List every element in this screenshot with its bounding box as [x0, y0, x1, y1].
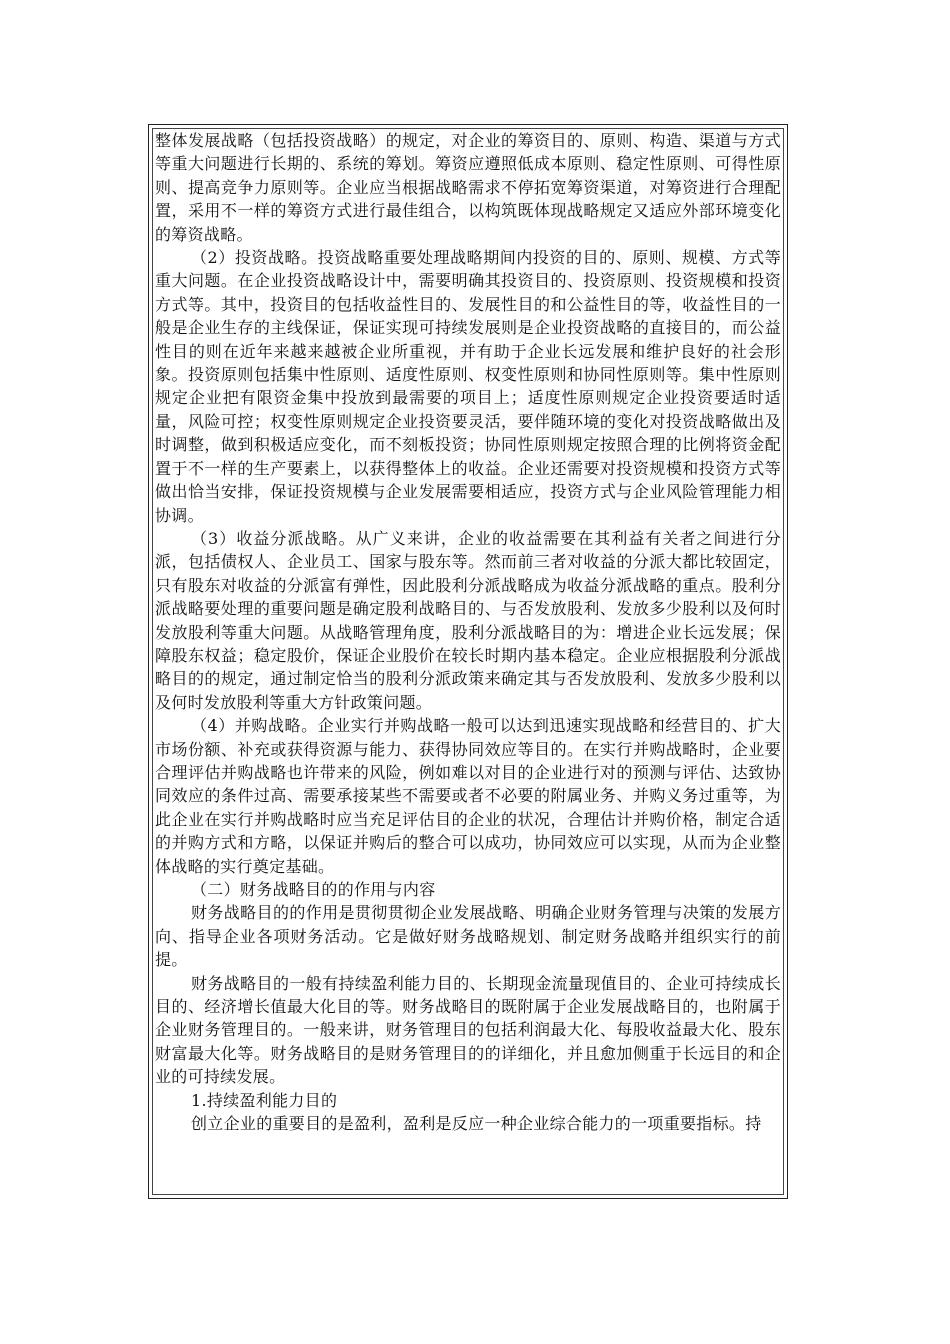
subheading-sustained-profit: 1.持续盈利能力目的	[191, 1090, 338, 1110]
paragraph-investment-strategy: （2）投资战略。投资战略重要处理战略期间内投资的目的、原则、规模、方式等重大问题。在企业投资战略设计中，需要明确其投资目的、投资原则、投资规模和投资方式等。其中，投资目的包括收益性目的、发展性目的和公益性目的等，收益性目的一般是企业生存的主线保证，保证实现可持续发展则是企业投资战略的直接目的，而公益性目的则在近年来越来越被企业所重视，并有助于企业长远发展和维护良好的社会形象。投资原则包括集中性原则、适度性原则、权变性原则和协同性原则等。集中性原则规定企业把有限资金集中投放到最需要的项目上；适度性原则规定企业投资要适时适量，风险可控；权变性原则规定企业投资要灵活，要伴随环境的变化对投资战略做出及时调整，做到积极适应变化，而不刻板投资；协同性原则规定按照合理的比例将资金配置于不一样的生产要素上，以获得整体上的收益。企业还需要对投资规模和投资方式等做出恰当安排，保证投资规模与企业发展需要相适应，投资方式与企业风险管理能力相协调。	[155, 248, 781, 525]
document-body	[153, 129, 783, 1135]
paragraph-financing-continued: 整体发展战略（包括投资战略）的规定，对企业的筹资目的、原则、构造、渠道与方式等重大问题进行长期的、系统的筹划。筹资应遵照低成本原则、稳定性原则、可得性原则、提高竞争力原则等。企业应当根据战略需求不停拓宽筹资渠道，对筹资进行合理配置，采用不一样的筹资方式进行最佳组合，以构筑既体现战略规定又适应外部环境变化的筹资战略。	[155, 131, 781, 244]
paragraph-dividend-strategy: （3）收益分派战略。从广义来讲，企业的收益需要在其利益有关者之间进行分派，包括债权人、企业员工、国家与股东等。然而前三者对收益的分派大都比较固定，只有股东对收益的分派富有弹性，因此股利分派战略成为收益分派战略的重点。股利分派战略要处理的重要问题是确定股利战略目的、与否发放股利、发放多少股利以及何时发放股利等重大问题。从战略管理角度，股利分派战略目的为：增进企业长远发展；保障股东权益；稳定股价，保证企业股价在较长时期内基本稳定。企业应根据股利分派战略目的的规定，通过制定恰当的股利分派政策来确定其与否发放股利、发放多少股利以及何时发放股利等重大方针政策问题。	[155, 528, 781, 712]
paragraph-goal-types: 财务战略目的一般有持续盈利能力目的、长期现金流量现值目的、企业可持续成长目的、经济增长值最大化目的等。财务战略目的既附属于企业发展战略目的，也附属于企业财务管理目的。一般来讲，财务管理目的包括利润最大化、每股收益最大化、股东财富最大化等。财务战略目的是财务管理目的的详细化，并且愈加侧重于长远目的和企业的可持续发展。	[155, 973, 781, 1087]
content-frame	[152, 128, 784, 1195]
section-heading-goals: （二）财务战略目的的作用与内容	[191, 880, 436, 899]
paragraph-profit-intro: 创立企业的重要目的是盈利，盈利是反应一种企业综合能力的一项重要指标。持	[191, 1114, 762, 1134]
paragraph-merger-strategy: （4）并购战略。企业实行并购战略一般可以达到迅速实现战略和经营目的、扩大市场份额、补充或获得资源与能力、获得协同效应等目的。在实行并购战略时，企业要合理评估并购战略也许带来的风险，例如难以对目的企业进行对的预测与评估、达致协同效应的条件过高、需要承接某些不需要或者不必要的附属业务、并购义务过重等，为此企业在实行并购战略时应当充足评估目的企业的状况，合理估计并购价格，制定合适的并购方式和方略，以保证并购后的整合可以成功，协同效应可以实现，从而为企业整体战略的实行奠定基础。	[155, 716, 781, 876]
paragraph-goal-role: 财务战略目的的作用是贯彻贯彻企业发展战略、明确企业财务管理与决策的发展方向、指导企业各项财务活动。它是做好财务战略规划、制定财务战略并组织实行的前提。	[155, 903, 781, 970]
